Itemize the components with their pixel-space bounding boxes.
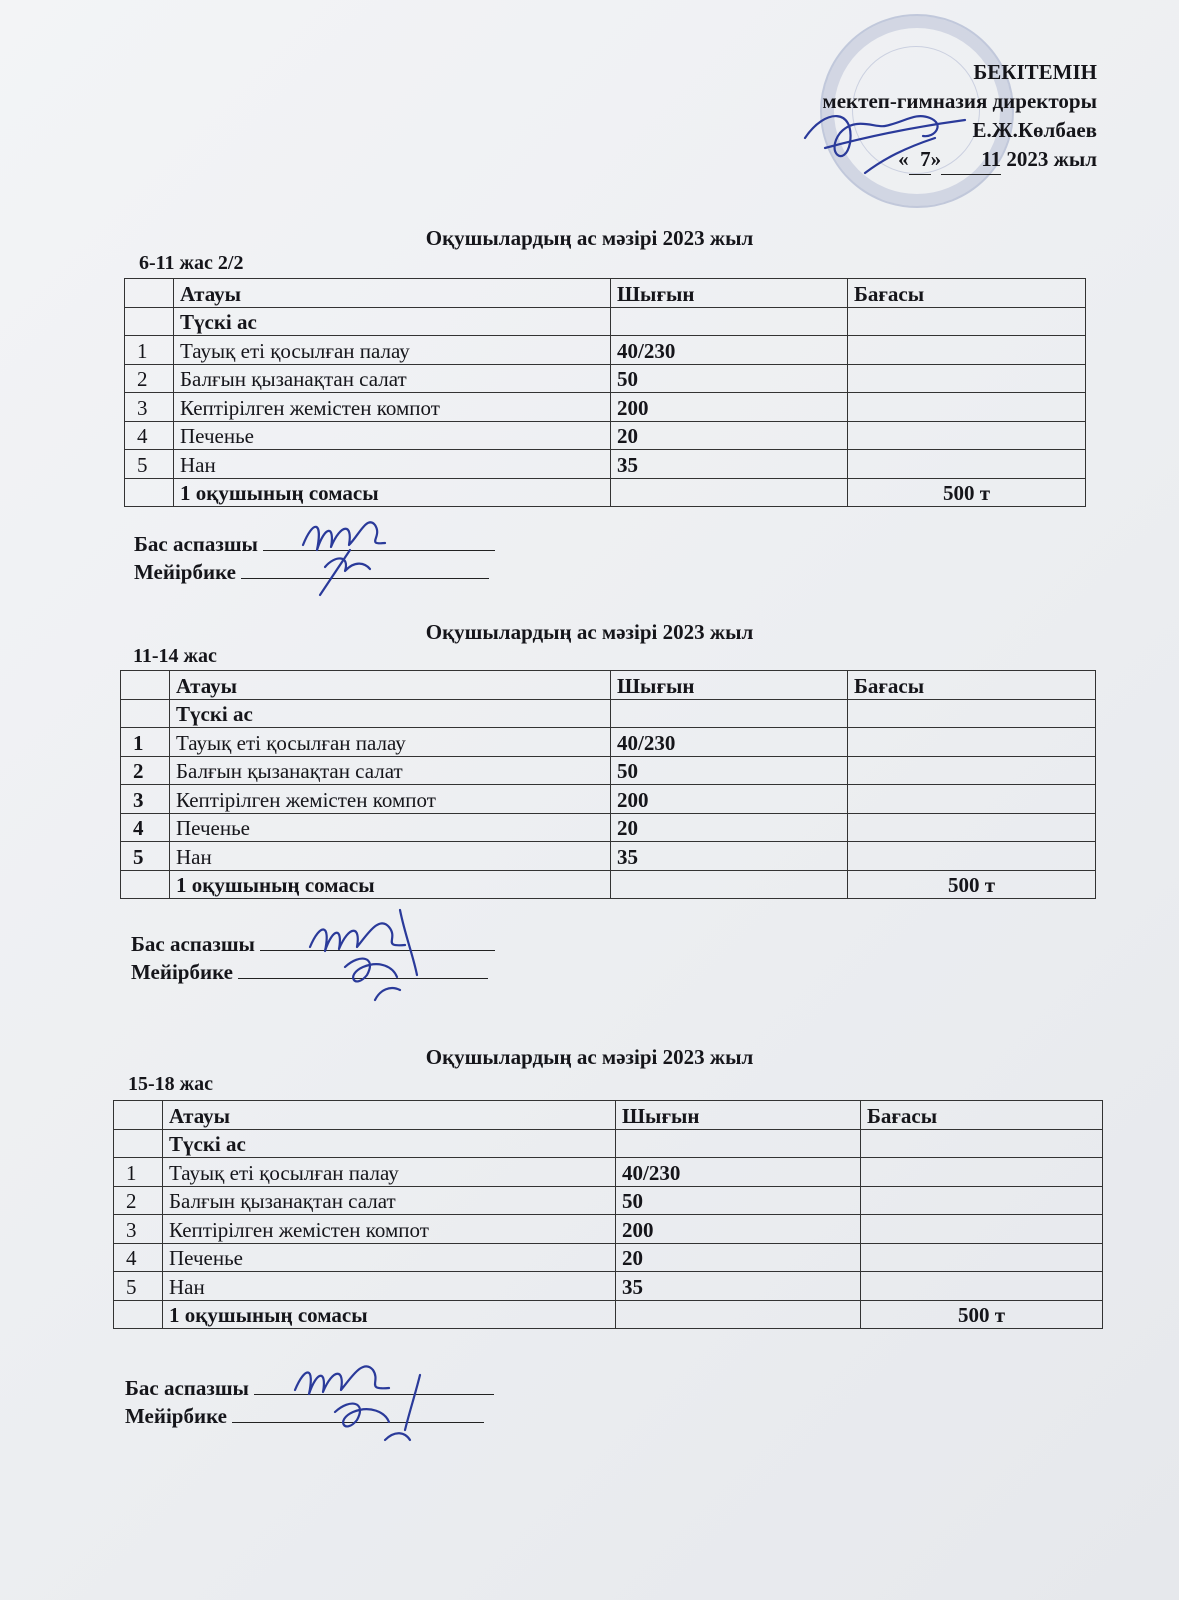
item-portion: 200 (611, 785, 848, 814)
meal-label: Түскі ас (163, 1129, 616, 1158)
item-name: Тауық еті қосылған палау (170, 728, 611, 757)
item-name: Балғын қызанақтан салат (170, 756, 611, 785)
item-portion: 200 (611, 393, 848, 422)
table-row: 4 Печенье 20 (114, 1243, 1103, 1272)
table-row: 3 Кептірілген жемістен компот 200 (125, 393, 1086, 422)
meal-label: Түскі ас (170, 699, 611, 728)
header-portion: Шығын (611, 671, 848, 700)
header-price: Бағасы (848, 671, 1096, 700)
table-row: 1 Тауық еті қосылған палау 40/230 (121, 728, 1096, 757)
header-name: Атауы (163, 1101, 616, 1130)
header-price: Бағасы (861, 1101, 1103, 1130)
menu-title-1: Оқушылардың ас мәзірі 2023 жыл (425, 226, 754, 250)
item-portion: 20 (611, 421, 848, 450)
age-group-2: 11-14 жас (133, 645, 217, 667)
header-name: Атауы (170, 671, 611, 700)
item-name: Нан (170, 842, 611, 871)
item-name: Кептірілген жемістен компот (163, 1215, 616, 1244)
approval-title: БЕКІТЕМІН (973, 60, 1097, 84)
menu-table-3 (113, 1100, 1103, 1329)
item-portion: 35 (611, 842, 848, 871)
item-portion: 40/230 (611, 336, 848, 365)
total-label: 1 оқушының сомасы (174, 478, 611, 507)
item-portion: 50 (616, 1186, 861, 1215)
item-name: Печенье (163, 1243, 616, 1272)
item-name: Балғын қызанақтан салат (174, 364, 611, 393)
table-row: 3 Кептірілген жемістен компот 200 (114, 1215, 1103, 1244)
approval-block (822, 58, 1097, 175)
item-portion: 20 (611, 813, 848, 842)
table-header-row (114, 1101, 1103, 1130)
table-header-row (121, 671, 1096, 700)
item-portion: 20 (616, 1243, 861, 1272)
nurse-signature-line-2: Мейірбике (131, 960, 488, 985)
item-name: Нан (174, 450, 611, 479)
item-portion: 50 (611, 756, 848, 785)
item-portion: 35 (611, 450, 848, 479)
nurse-signature-line-1: Мейірбике (134, 560, 489, 585)
item-portion: 40/230 (616, 1158, 861, 1187)
total-row (114, 1300, 1103, 1329)
item-name: Тауық еті қосылған палау (163, 1158, 616, 1187)
table-row: 2 Балғын қызанақтан салат 50 (121, 756, 1096, 785)
chef-signature-line-2: Бас аспазшы (131, 932, 495, 957)
approval-date-year: 2023 жыл (1006, 147, 1097, 171)
total-label: 1 оқушының сомасы (170, 870, 611, 899)
header-portion: Шығын (616, 1101, 861, 1130)
table-row: 1 Тауық еті қосылған палау 40/230 (114, 1158, 1103, 1187)
meal-row (121, 699, 1096, 728)
item-portion: 40/230 (611, 728, 848, 757)
chef-signature-2 (305, 905, 435, 1010)
header-portion: Шығын (611, 279, 848, 308)
total-row (121, 870, 1096, 899)
table-row: 2 Балғын қызанақтан салат 50 (125, 364, 1086, 393)
approval-date-day: 7 (909, 145, 931, 175)
nurse-signature-line-3: Мейірбике (125, 1404, 484, 1429)
item-name: Печенье (170, 813, 611, 842)
total-label: 1 оқушының сомасы (163, 1300, 616, 1329)
table-row: 1 Тауық еті қосылған палау 40/230 (125, 336, 1086, 365)
item-name: Нан (163, 1272, 616, 1301)
table-row: 4 Печенье 20 (121, 813, 1096, 842)
table-row: 2 Балғын қызанақтан салат 50 (114, 1186, 1103, 1215)
item-portion: 50 (611, 364, 848, 393)
total-price: 500 т (848, 478, 1086, 507)
table-row: 3 Кептірілген жемістен компот 200 (121, 785, 1096, 814)
approval-date-month: 11 (941, 145, 1001, 175)
item-portion: 200 (616, 1215, 861, 1244)
age-group-3: 15-18 жас (128, 1073, 214, 1095)
meal-row (125, 307, 1086, 336)
meal-row (114, 1129, 1103, 1158)
item-portion: 35 (616, 1272, 861, 1301)
total-row (125, 478, 1086, 507)
chef-signature-line-1: Бас аспазшы (134, 532, 495, 557)
item-name: Балғын қызанақтан салат (163, 1186, 616, 1215)
table-header-row (125, 279, 1086, 308)
total-price: 500 т (861, 1300, 1103, 1329)
approval-name: Е.Ж.Көлбаев (972, 118, 1097, 142)
menu-title-2: Оқушылардың ас мәзірі 2023 жыл (425, 620, 754, 644)
header-price: Бағасы (848, 279, 1086, 308)
table-row: 5 Нан 35 (121, 842, 1096, 871)
item-name: Печенье (174, 421, 611, 450)
table-row: 5 Нан 35 (125, 450, 1086, 479)
header-name: Атауы (174, 279, 611, 308)
approval-date: « 7» 11 2023 жыл (898, 145, 1097, 175)
age-group-1: 6-11 жас 2/2 (139, 252, 244, 274)
menu-table-1 (124, 278, 1086, 507)
table-row: 4 Печенье 20 (125, 421, 1086, 450)
menu-title-3: Оқушылардың ас мәзірі 2023 жыл (425, 1045, 754, 1069)
item-name: Кептірілген жемістен компот (170, 785, 611, 814)
approval-position: мектеп-гимназия директоры (822, 89, 1097, 113)
item-name: Тауық еті қосылған палау (174, 336, 611, 365)
chef-signature-line-3: Бас аспазшы (125, 1376, 494, 1401)
item-name: Кептірілген жемістен компот (174, 393, 611, 422)
table-row: 5 Нан 35 (114, 1272, 1103, 1301)
total-price: 500 т (848, 870, 1096, 899)
meal-label: Түскі ас (174, 307, 611, 336)
menu-table-2 (120, 670, 1096, 899)
